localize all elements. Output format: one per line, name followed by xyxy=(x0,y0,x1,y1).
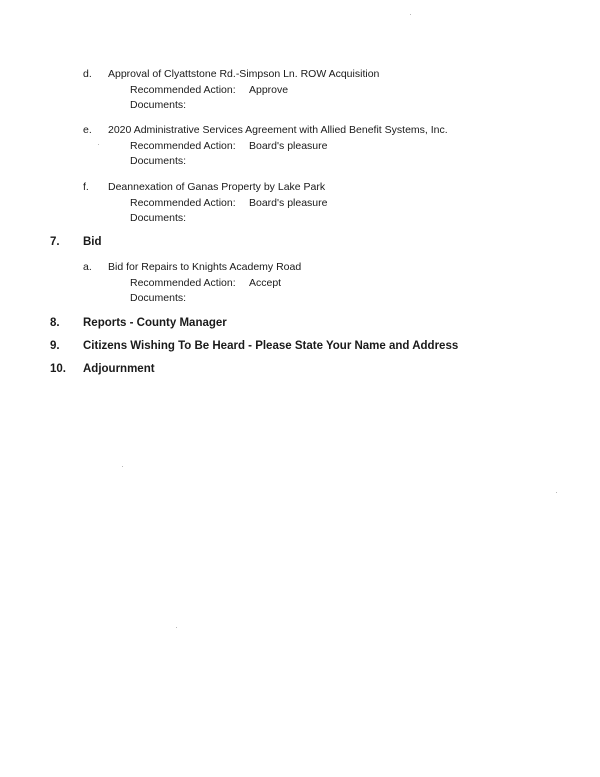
recommended-action-value: Accept xyxy=(249,277,282,289)
scan-speck xyxy=(122,466,123,467)
documents-label: Documents: xyxy=(130,292,187,304)
recommended-action-value: Board's pleasure xyxy=(249,197,328,209)
item-title: Approval of Clyattstone Rd.-Simpson Ln. ROW Acquisition xyxy=(108,68,380,80)
section-title: Adjournment xyxy=(83,363,155,375)
recommended-action-row xyxy=(130,197,328,209)
item-title: Bid for Repairs to Knights Academy Road xyxy=(108,261,302,273)
documents-row xyxy=(130,292,186,304)
recommended-action-label: Recommended Action: xyxy=(130,84,236,96)
section-number: 10. xyxy=(50,363,66,375)
documents-row xyxy=(130,212,186,224)
recommended-action-row xyxy=(130,277,282,289)
scan-speck xyxy=(176,627,177,628)
item-title: 2020 Administrative Services Agreement with Allied Benefit Systems, Inc. xyxy=(108,124,448,136)
item-letter: d. xyxy=(83,68,92,80)
recommended-action-value: Approve xyxy=(249,84,289,96)
documents-row xyxy=(130,155,186,167)
recommended-action-label: Recommended Action: xyxy=(130,277,236,289)
scan-speck xyxy=(98,144,99,145)
recommended-action-label: Recommended Action: xyxy=(130,197,236,209)
section-number: 7. xyxy=(50,236,60,248)
scan-speck xyxy=(556,492,557,493)
recommended-action-row xyxy=(130,84,289,96)
documents-label: Documents: xyxy=(130,155,187,167)
item-letter: f. xyxy=(83,181,89,193)
scan-speck xyxy=(410,14,411,15)
documents-label: Documents: xyxy=(130,212,187,224)
section-title: Citizens Wishing To Be Heard - Please State Your Name and Address xyxy=(83,340,459,352)
section-number: 9. xyxy=(50,340,60,352)
item-title: Deannexation of Ganas Property by Lake Park xyxy=(108,181,326,193)
section-title: Bid xyxy=(83,236,102,248)
section-number: 8. xyxy=(50,317,60,329)
item-letter: e. xyxy=(83,124,92,136)
recommended-action-value: Board's pleasure xyxy=(249,140,328,152)
documents-label: Documents: xyxy=(130,99,187,111)
recommended-action-label: Recommended Action: xyxy=(130,140,236,152)
documents-row xyxy=(130,99,186,111)
recommended-action-row xyxy=(130,140,328,152)
item-letter: a. xyxy=(83,261,92,273)
section-title: Reports - County Manager xyxy=(83,317,227,329)
